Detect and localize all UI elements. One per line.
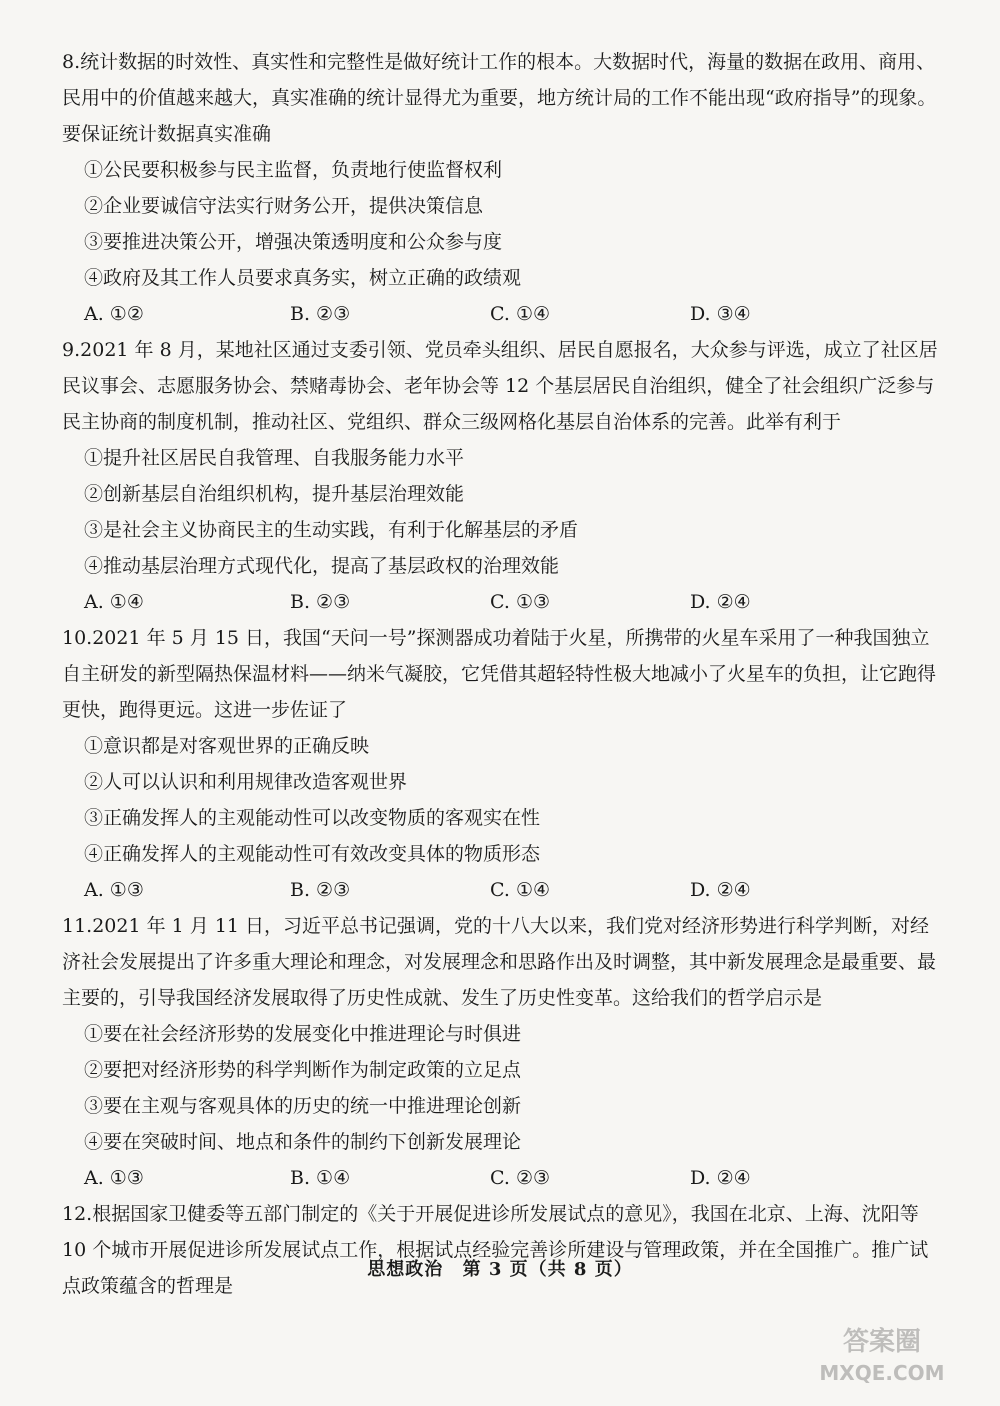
option-1: ①意识都是对客观世界的正确反映 (84, 735, 370, 757)
question-stem: 统计数据的时效性、真实性和完整性是做好统计工作的根本。大数据时代，海量的数据在政用、商用、民用中的价值越来越大，真实准确的统计显得尤为重要，地方统计局的工作不能出现“政府指导”的现象。要保证统计数据真实准确 (62, 51, 937, 145)
answer-a: A. ①③ (84, 879, 144, 901)
question-stem: 2021 年 1 月 11 日，习近平总书记强调，党的十八大以来，我们党对经济形势进行科学判断，对经济社会发展提出了许多重大理论和理念，对发展理念和思路作出及时调整，其中新发展理念是最重要、最主要的，引导我国经济发展取得了历史性成就、发生了历史性变革。这给我们的哲学启示是 (62, 915, 937, 1009)
question-8 (62, 44, 942, 332)
question-number: 8. (62, 51, 81, 73)
answer-d: D. ③④ (690, 303, 751, 325)
footer-subject: 思想政治 (367, 1259, 444, 1280)
answer-a: A. ①③ (84, 1167, 144, 1189)
answer-a: A. ①④ (84, 591, 144, 613)
option-3: ③要推进决策公开，增强决策透明度和公众参与度 (84, 231, 503, 253)
question-10 (62, 620, 942, 908)
answer-d: D. ②④ (690, 591, 751, 613)
option-4: ④正确发挥人的主观能动性可有效改变具体的物质形态 (84, 843, 541, 865)
answer-c: C. ①④ (490, 879, 551, 901)
option-2: ②企业要诚信守法实行财务公开，提供决策信息 (84, 195, 484, 217)
question-stem: 2021 年 5 月 15 日，我国“天问一号”探测器成功着陆于火星，所携带的火星车采用了一种我国独立自主研发的新型隔热保温材料——纳米气凝胶，它凭借其超轻特性极大地减小了火星车的负担，让它跑得更快，跑得更远。这进一步佐证了 (62, 627, 937, 721)
answer-choices (62, 872, 942, 908)
question-number: 11. (62, 915, 93, 937)
question-12 (62, 1196, 942, 1304)
option-2: ②人可以认识和利用规律改造客观世界 (84, 771, 408, 793)
question-stem: 2021 年 8 月，某地社区通过支委引领、党员牵头组织、居民自愿报名，大众参与评选，成立了社区居民议事会、志愿服务协会、禁赌毒协会、老年协会等 12 个基层居民自治组织，健全了社会组织广泛参与民主协商的制度机制，推动社区、党组织、群众三级网格化基层自治体系的完善。此举有利于 (62, 339, 938, 433)
answer-c: C. ①④ (490, 303, 551, 325)
answer-b: B. ①④ (290, 1167, 351, 1189)
question-9 (62, 332, 942, 620)
answer-choices (62, 1160, 942, 1196)
question-11 (62, 908, 942, 1196)
question-number: 9. (62, 339, 81, 361)
answer-a: A. ①② (84, 303, 144, 325)
watermark-text: MXQE.COM (819, 1361, 945, 1385)
watermark-logo-icon (792, 1320, 972, 1390)
option-3: ③正确发挥人的主观能动性可以改变物质的客观实在性 (84, 807, 541, 829)
answer-choices (62, 584, 942, 620)
question-number: 10. (62, 627, 93, 649)
option-4: ④推动基层治理方式现代化，提高了基层政权的治理效能 (84, 555, 560, 577)
svg-text:答案圈: 答案圈 (842, 1327, 922, 1357)
exam-page (62, 44, 942, 1304)
option-2: ②创新基层自治组织机构，提升基层治理效能 (84, 483, 465, 505)
option-4: ④要在突破时间、地点和条件的制约下创新发展理论 (84, 1131, 522, 1153)
option-3: ③要在主观与客观具体的历史的统一中推进理论创新 (84, 1095, 522, 1117)
question-stem: 根据国家卫健委等五部门制定的《关于开展促进诊所发展试点的意见》，我国在北京、上海、沈阳等 10 个城市开展促进诊所发展试点工作，根据试点经验完善诊所建设与管理政策，并在全国推广。推广试点政策蕴含的哲理是 (62, 1203, 929, 1297)
question-number: 12. (62, 1203, 93, 1225)
option-3: ③是社会主义协商民主的生动实践，有利于化解基层的矛盾 (84, 519, 579, 541)
answer-b: B. ②③ (290, 591, 351, 613)
answer-c: C. ①③ (490, 591, 551, 613)
option-1: ①公民要积极参与民主监督，负责地行使监督权利 (84, 159, 503, 181)
option-1: ①要在社会经济形势的发展变化中推进理论与时俱进 (84, 1023, 522, 1045)
footer-page-number: 第 3 页（共 8 页） (462, 1259, 633, 1280)
answer-b: B. ②③ (290, 303, 351, 325)
option-2: ②要把对经济形势的科学判断作为制定政策的立足点 (84, 1059, 522, 1081)
option-4: ④政府及其工作人员要求真务实，树立正确的政绩观 (84, 267, 522, 289)
option-1: ①提升社区居民自我管理、自我服务能力水平 (84, 447, 465, 469)
answer-b: B. ②③ (290, 879, 351, 901)
page-footer (0, 1255, 1000, 1281)
answer-c: C. ②③ (490, 1167, 551, 1189)
answer-d: D. ②④ (690, 879, 751, 901)
answer-d: D. ②④ (690, 1167, 751, 1189)
answer-choices (62, 296, 942, 332)
